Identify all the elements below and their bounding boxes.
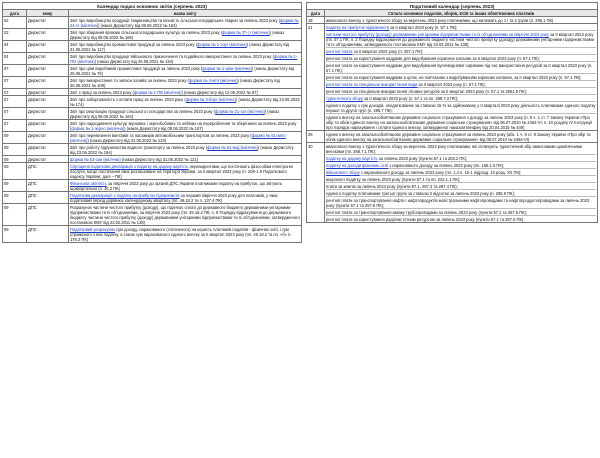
table-row	[3, 132, 302, 144]
report-form-link[interactable]: Спрощена податкова декларація з податку на додану вартість	[70, 163, 189, 169]
row-date: 09	[3, 204, 27, 226]
payment-items	[325, 17, 598, 24]
report-order-text: нерезидентами, що постачають фізособам електронні послуги, місце постачання яких розташоване на території України, за II квартал 2023 року (п. 208-1.8 Податкового кодексу України; далі – ПК)	[70, 163, 293, 179]
row-report-name	[69, 192, 302, 204]
row-recipient: Держстат	[27, 156, 69, 163]
table-row	[3, 120, 302, 132]
table-row	[3, 77, 302, 89]
table-row	[307, 131, 598, 143]
report-order-text: ) (наказ Держстату від 31.05.2022 № 117)	[70, 41, 290, 52]
payment-detail-text: з нарахованого доходу за липень 2023 року (пп. 1.4 п. 16-1 підрозд. 10 розд. XX ПК);	[359, 169, 522, 175]
row-recipient: Держстат	[27, 29, 69, 41]
payment-link[interactable]: рентної плати за спеціальне використання води	[326, 81, 418, 87]
row-recipient: Держстат	[27, 144, 69, 156]
report-form-link[interactable]: форма № 53-сан (місячна)	[70, 156, 121, 162]
row-date: 09	[3, 192, 27, 204]
table-row	[307, 143, 598, 223]
report-form-link[interactable]: форма № 4-мтп (місячна)	[188, 77, 238, 83]
row-report-name	[69, 163, 302, 180]
row-date: 09	[3, 163, 27, 180]
row-date: 07	[3, 77, 27, 89]
payment-detail-text: за II квартал 2023 року (п. 57.1 ПК);	[388, 24, 458, 30]
payment-items	[325, 143, 598, 223]
report-text: Розрахунок частини чистого прибутку (доходу), що підлягає сплаті до державного бюджету державними унітарними підприємствами та їх об'єднаннями, за півріччя 2023 року (пп. 49.18.2 ПК; п. 9 Порядку відрахування до державного бюджету частини чистого прибутку (доходу) державними унітарними підприємствами та їх об'єднаннями, затвердженого постановою КМУ від 23.02.2011 № 138)	[70, 204, 300, 225]
row-recipient: Держстат	[27, 96, 69, 108]
row-date: 07	[3, 89, 27, 96]
row-date: 09	[3, 144, 27, 156]
payment-date: 21	[307, 24, 325, 131]
tax-col-header-date: дата	[307, 10, 325, 17]
payment-text: рентної плати за транспортування аміаку трубопроводами за липень 2023 року (пункти 57.1 та 257.5 ПК);	[326, 209, 528, 215]
list-item	[326, 175, 596, 182]
report-order-text: ) (наказ Держстату від 26.05.2022 № 109)	[70, 77, 280, 88]
payment-text: рентної плати за користування надрами в цілях, не пов'язаних з видобуванням корисних копалин, за II квартал 2023 року (п. 57.1 ПК);	[326, 74, 582, 80]
row-report-name	[69, 144, 302, 156]
payment-text: єдиного внеску на загальнообов'язкове державне соціальне страхування за липень 2023 року (абз. 1 ч. 8 ст. 9 Закону України «Про збір та облік єдиного внеску на загальнообов'язкове державне соціальне страхування» від 08.07.2010 № 2464-VI)	[326, 131, 591, 142]
report-form-link[interactable]: форма № 1-торг (місячна)	[197, 41, 247, 47]
report-form-link[interactable]: форма № 1-ціни (місячна)	[202, 65, 252, 71]
tax-col-header-payments: Сплата основних податків, зборів, ЄСВ та інших обов'язкових платежів	[325, 10, 598, 17]
report-text: Звіт про надходження культур зернових і зернобобових та олійних на перероблення та зберігання за липень 2023 року (	[70, 120, 297, 131]
row-report-name	[69, 120, 302, 132]
list-item	[326, 73, 596, 80]
col-header-report: назва звіту	[69, 10, 302, 17]
report-order-text: за перший півріччя 2023 року для платників, у яких податковий період дорівнює календарному кварталу (пп. 49.18.2 та п. 137.4 ПК)	[70, 192, 278, 203]
report-text: Звіт про заборгованість з оплати праці за липень 2023 року (	[70, 96, 186, 102]
report-form-link[interactable]: форма № 21-заг (місячна)	[214, 108, 265, 114]
report-order-text: ) (наказ Держстату від 08.06.2022 № 165)	[70, 29, 285, 40]
list-item	[326, 101, 596, 113]
table-row	[3, 144, 302, 156]
row-recipient: ДПС	[27, 180, 69, 192]
col-header-to: кому	[27, 10, 69, 17]
payment-items	[325, 24, 598, 131]
list-item	[326, 80, 596, 87]
row-report-name	[69, 108, 302, 120]
table-row	[3, 192, 302, 204]
table-row	[3, 96, 302, 108]
report-calendar-table	[2, 2, 302, 243]
row-recipient: ДПС	[27, 226, 69, 243]
row-date: 09	[3, 180, 27, 192]
list-item	[326, 196, 596, 208]
table-row	[3, 17, 302, 29]
row-recipient: Держстат	[27, 41, 69, 53]
row-report-name	[69, 96, 302, 108]
row-recipient: Держстат	[27, 77, 69, 89]
report-form-link[interactable]: форма № 51-авто (місячна)	[70, 132, 286, 143]
report-form-link[interactable]: форма № 1-ПВ (місячна)	[133, 89, 182, 95]
payment-text: рентної плати за користування надрами для видобування корисних копалин за II квартал 2023 року (п. 57.1 ПК);	[326, 55, 540, 61]
row-report-name	[69, 29, 302, 41]
report-order-text: ) (наказ Держстату від 25.05.2022 № 76)	[70, 65, 295, 76]
list-item	[326, 154, 596, 161]
report-text: Звіт про виробництво промислової продукції за липень 2023 року (	[70, 41, 198, 47]
payment-link[interactable]: рентної плати	[326, 48, 353, 54]
row-date: 07	[3, 108, 27, 120]
tax-calendar-table	[306, 2, 598, 223]
tax-calendar-title: Податковий календар (серпень 2023)	[307, 3, 598, 10]
row-recipient: Держстат	[27, 53, 69, 65]
report-order-text: ) (наказ Держстату від 12.05.2022 № 87)	[181, 89, 258, 95]
report-text: Звіт про використання та запаси палива за липень 2023 року (	[70, 77, 189, 83]
report-order-text: ) (наказ Держстату від 23.06.2022 № 194)	[70, 144, 294, 155]
tax-calendar-panel	[306, 2, 598, 223]
table-row	[3, 108, 302, 120]
row-date: 09	[3, 132, 27, 144]
list-item	[326, 189, 596, 196]
table-row	[3, 156, 302, 163]
report-form-link[interactable]: форма № 51-вод (місячна)	[207, 144, 258, 150]
row-report-name	[69, 65, 302, 77]
list-item	[326, 54, 596, 61]
report-order-text: за півріччя 2023 року до органів ДПС України платниками податку на прибуток, що звітують щоквартально (п. 46.2 ПК)	[70, 180, 283, 191]
row-report-name	[69, 41, 302, 53]
report-calendar-title: Календар подачі основних звітів (серпень 2023)	[3, 3, 302, 10]
table-row	[3, 53, 302, 65]
row-recipient: ДПС	[27, 192, 69, 204]
report-order-text: ) (наказ Держстату від 31.05.2022 № 123)	[87, 137, 167, 143]
payment-text: плати за землю за липень 2023 року (пункти 57.1, 287.3 та 287.4 ПК);	[326, 183, 458, 189]
payment-detail-text: за II квартал 2023 року (пп. 57.1 ПК; п. 2 Порядку відрахування до державного бюджету частини чистого прибутку (доходу) державними унітарними підприємствами та їх об'єднаннями, затвердженого постановою КМУ від 23.02.2011 № 138);	[326, 31, 594, 47]
table-row	[3, 89, 302, 96]
list-item	[326, 144, 596, 154]
row-date: 02	[3, 29, 27, 41]
list-item	[326, 161, 596, 168]
table-row	[307, 17, 598, 24]
report-order-text: (наказ Держстату від 31.05.2022 № 121)	[120, 156, 199, 162]
report-text: Звіт про виробництво продукції тваринництва та кількість сільськогосподарських тварин за липень 2023 року (	[70, 17, 281, 23]
report-text: Звіт з праці за липень 2023 року (	[70, 89, 134, 95]
report-text: Звіт про виробництво продукції військового призначення та подвійного використання за липень 2023 року (	[70, 53, 274, 59]
row-date: 09	[3, 156, 27, 163]
payment-date: 30	[307, 143, 325, 223]
report-calendar-panel	[2, 2, 302, 243]
list-item	[326, 182, 596, 189]
list-item	[326, 47, 596, 54]
payment-link[interactable]: військового збору	[326, 169, 360, 175]
row-report-name	[69, 17, 302, 29]
table-row	[3, 180, 302, 192]
table-row	[3, 163, 302, 180]
row-recipient: Держстат	[27, 120, 69, 132]
report-order-text: ) (наказ Держстату від 08.06.2022 № 163)	[97, 22, 177, 28]
payment-date: 28	[307, 131, 325, 143]
report-order-text: ) (наказ Держстату від 08.06.2022 № 164)	[70, 108, 280, 119]
report-text: Звіт про роботу підприємства водного транспорту за липень 2023 року (	[70, 144, 208, 150]
row-recipient: ДПС	[27, 204, 69, 226]
row-report-name	[69, 77, 302, 89]
payment-text: акцизного податку за липень 2023 року (пункти 57.1 та пп. 222.1.1 ПК);	[326, 176, 461, 182]
row-date: 07	[3, 65, 27, 77]
row-report-name	[69, 53, 302, 65]
payment-detail-text: з нарахованого доходу за липень 2023 року (пп. 168.1.5 ПК);	[388, 162, 505, 168]
row-date: 04	[3, 53, 27, 65]
row-recipient: ДПС	[27, 163, 69, 180]
table-row	[3, 29, 302, 41]
row-date: 04	[3, 41, 27, 53]
table-row	[3, 226, 302, 243]
row-recipient: Держстат	[27, 132, 69, 144]
payment-link[interactable]: туристичного збору	[326, 95, 363, 101]
report-form-link[interactable]: форма № 1-ПО (місячна)	[70, 53, 298, 64]
list-item	[326, 208, 596, 215]
list-item	[326, 94, 596, 101]
list-item	[326, 215, 596, 222]
row-report-name	[69, 180, 302, 192]
payment-text: рентної плати за транспортування нафти і нафтопродуктів магістральними нафтопроводами та нафтопродуктопроводами за липень 2023 року (пункти 57.1 та 257.5 ПК);	[326, 197, 590, 208]
payment-link[interactable]: частини чистого прибутку (доходу) державними унітарними підприємствами та їх об'єднаннями за півріччя 2023 року	[326, 31, 549, 37]
list-item	[326, 168, 596, 175]
table-row	[3, 65, 302, 77]
report-form-link[interactable]: форма № 3-борг (місячна)	[185, 96, 236, 102]
list-item	[326, 61, 596, 73]
report-text: Звіт про перевезення вантажів та пасажирів автомобільним транспортом за липень 2023 року (	[70, 132, 252, 138]
payment-detail-text: за II квартал 2023 року (п. 257.1 ПК);	[352, 48, 424, 54]
row-report-name	[69, 89, 302, 96]
report-order-text: ) (наказ Держстату від 23.06.2022 № 174)	[70, 96, 300, 107]
payment-text: єдиного внеску на загальнообов'язкове державне соціальне страхування з доходу за липень 2023 року (п. 8 ч. 1 ст. 7 Закону України «Про збір та облік єдиного внеску на загальнообов'язкове державне соціальне страхування» від 08.07.2010 № 2464-VI; п. 10 розділу IV Інструкції про порядок нарахування і сплати єдиного внеску, затвердженої наказом Мінфіну від 20.04.2015 № 449)	[326, 114, 593, 130]
row-report-name	[69, 204, 302, 226]
row-date: 07	[3, 96, 27, 108]
report-text: Звіт про збирання врожаю сільськогосподарських культур за липень 2023 року (	[70, 29, 223, 35]
payment-detail-text: за II квартал 2023 року (п. 57.1 ПК);	[417, 81, 486, 87]
report-text: Звіт про ціни виробників промислової продукції за липень 2023 року (	[70, 65, 203, 71]
report-form-link[interactable]: форма № 24-сг (місячна)	[70, 17, 299, 28]
report-form-link[interactable]: Фінансова звітність	[70, 180, 107, 186]
report-form-link[interactable]: форма № 37-сг (місячна)	[222, 29, 270, 35]
col-header-date: дата	[3, 10, 27, 17]
payment-text: рентної плати за спеціальне використання лісових ресурсів за II квартал 2023 року (п. 57.1 та 2681.5 ПК);	[326, 88, 528, 94]
row-date: 07	[3, 120, 27, 132]
payment-detail-text: за II квартал 2023 року (п. 57.1 та пп. 268.7.2 ПК);	[362, 95, 459, 101]
payment-date: 18	[307, 17, 325, 24]
row-report-name	[69, 156, 302, 163]
list-item	[326, 25, 596, 30]
payment-detail-text: за липень 2023 року (пункти 57.1 та 203.2 ПК);	[377, 155, 468, 161]
payment-link[interactable]: податку на прибуток підприємств	[326, 24, 389, 30]
row-recipient: Держстат	[27, 65, 69, 77]
report-order-text: ) (наказ Держстату від 08.06.2022 № 167)	[124, 125, 203, 131]
payment-link[interactable]: податку на доходи фізичних осіб	[326, 162, 389, 168]
row-date: 02	[3, 17, 27, 29]
report-form-link[interactable]: Податкова декларація з податку на прибуток підприємств	[70, 192, 180, 198]
report-text: Звіт про реалізацію продукції сільського господарства за липень 2023 року (	[70, 108, 215, 114]
payment-text: рентної плати за користування надрами для видобування вуглеводневої сировини під час використання ресурсів за II квартал 2023 року (п. 57.1 ПК);	[326, 62, 593, 73]
payment-items	[325, 131, 598, 143]
payment-text: рентної плати за користування радіочастотним ресурсом за липень 2023 року (пункти 57.1 та 257.5 ПК)	[326, 216, 524, 222]
list-item	[326, 132, 596, 142]
row-report-name	[69, 132, 302, 144]
payment-text: єдиного податку платниками третьої групи за ставкою 2 відсотки за липень 2023 року (п. 295.9 ПК);	[326, 190, 515, 196]
table-row	[3, 41, 302, 53]
list-item	[326, 113, 596, 130]
report-order-text: ) (наказ Держстату від 25.06.2021 № 154)	[94, 58, 174, 64]
row-report-name	[69, 226, 302, 243]
list-item	[326, 87, 596, 94]
row-date: 09	[3, 226, 27, 243]
row-recipient: Держстат	[27, 108, 69, 120]
table-row	[3, 204, 302, 226]
table-row	[307, 24, 598, 131]
row-recipient: Держстат	[27, 17, 69, 29]
list-item	[326, 18, 596, 23]
list-item	[326, 30, 596, 47]
report-form-link[interactable]: форма № 1-зерно (місячна)	[71, 125, 125, 131]
row-recipient: Держстат	[27, 89, 69, 96]
payment-text: авансового внеску з туристичного збору за вересень 2023 року платниками, що належать до 1 і та 2 групи (п. 295.1 ПК)	[326, 17, 554, 23]
payment-link[interactable]: податку на додану вартість	[326, 155, 378, 161]
payment-text: єдиного податку з сум доходів, оподаткованих за ставкою 15 % за здійснювану у II кварталі 2023 року діяльність платниками єдиного податку першої та другої груп (п. 295.7 ПК);	[326, 102, 596, 113]
report-form-link[interactable]: Податковий розрахунок	[70, 226, 115, 232]
payment-text: авансового внеску з туристичного збору за вересень 2023 року платниками, які сплачують туристичний збір авансовими щомісячними внесками (пп. 268.7.1 ПК);	[326, 143, 582, 154]
report-order-text: сум доходу, нарахованого (сплаченого) на користь платників податків - фізичних осіб, і сум утриманого з них податку, а також сум нарахованого єдиного внеску за II квартал 2023 року (пп. 49.18.2 та пп. «б» п. 176.2 ПК)	[70, 226, 292, 242]
